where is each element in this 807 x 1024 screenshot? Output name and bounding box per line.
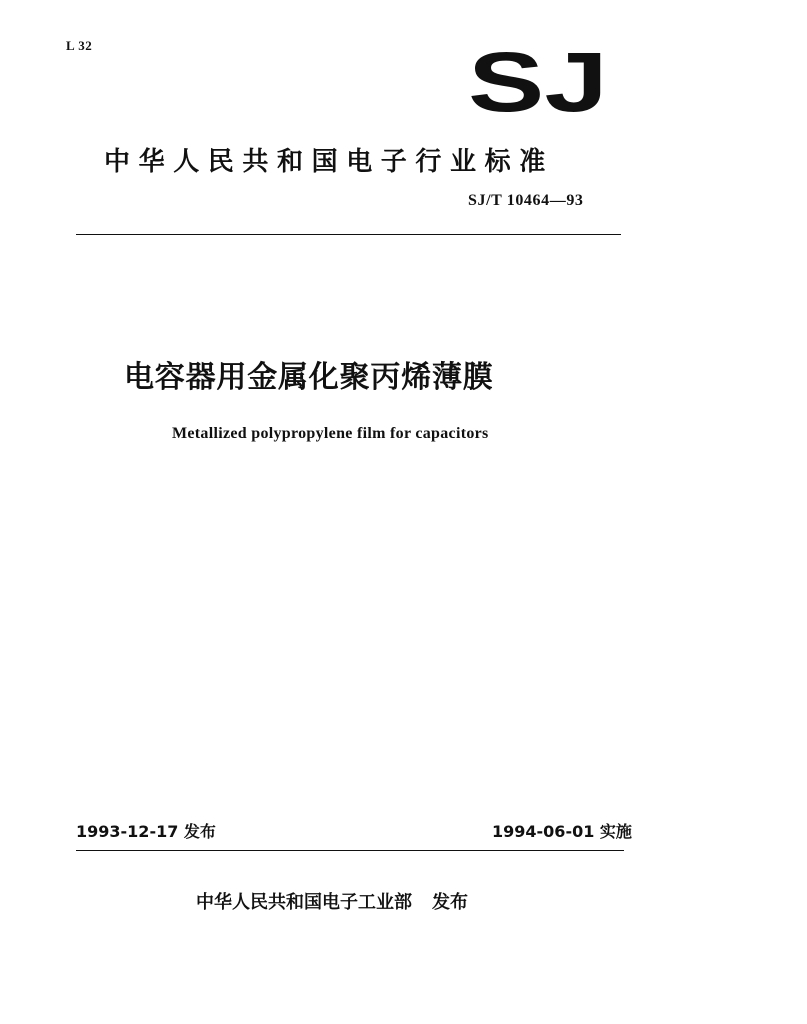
organization-title: 中华人民共和国电子行业标准 — [104, 147, 554, 177]
publisher-line — [196, 888, 468, 914]
publisher-name: 中华人民共和国电子工业部 — [196, 892, 412, 913]
effective-date: 1994-06-01 实施 — [492, 822, 632, 841]
classification-code: L 32 — [66, 38, 93, 53]
header-divider — [76, 234, 621, 235]
sj-logo — [466, 48, 610, 114]
document-title-english: Metallized polypropylene film for capacitors — [172, 425, 489, 442]
publisher-action: 发布 — [432, 892, 468, 913]
document-title-chinese: 电容器用金属化聚丙烯薄膜 — [124, 360, 494, 395]
sj-logo-text: SJ — [468, 48, 608, 114]
issue-date: 1993-12-17 发布 — [76, 822, 216, 841]
standard-number: SJ/T 10464—93 — [468, 192, 584, 209]
footer-divider — [76, 850, 624, 851]
